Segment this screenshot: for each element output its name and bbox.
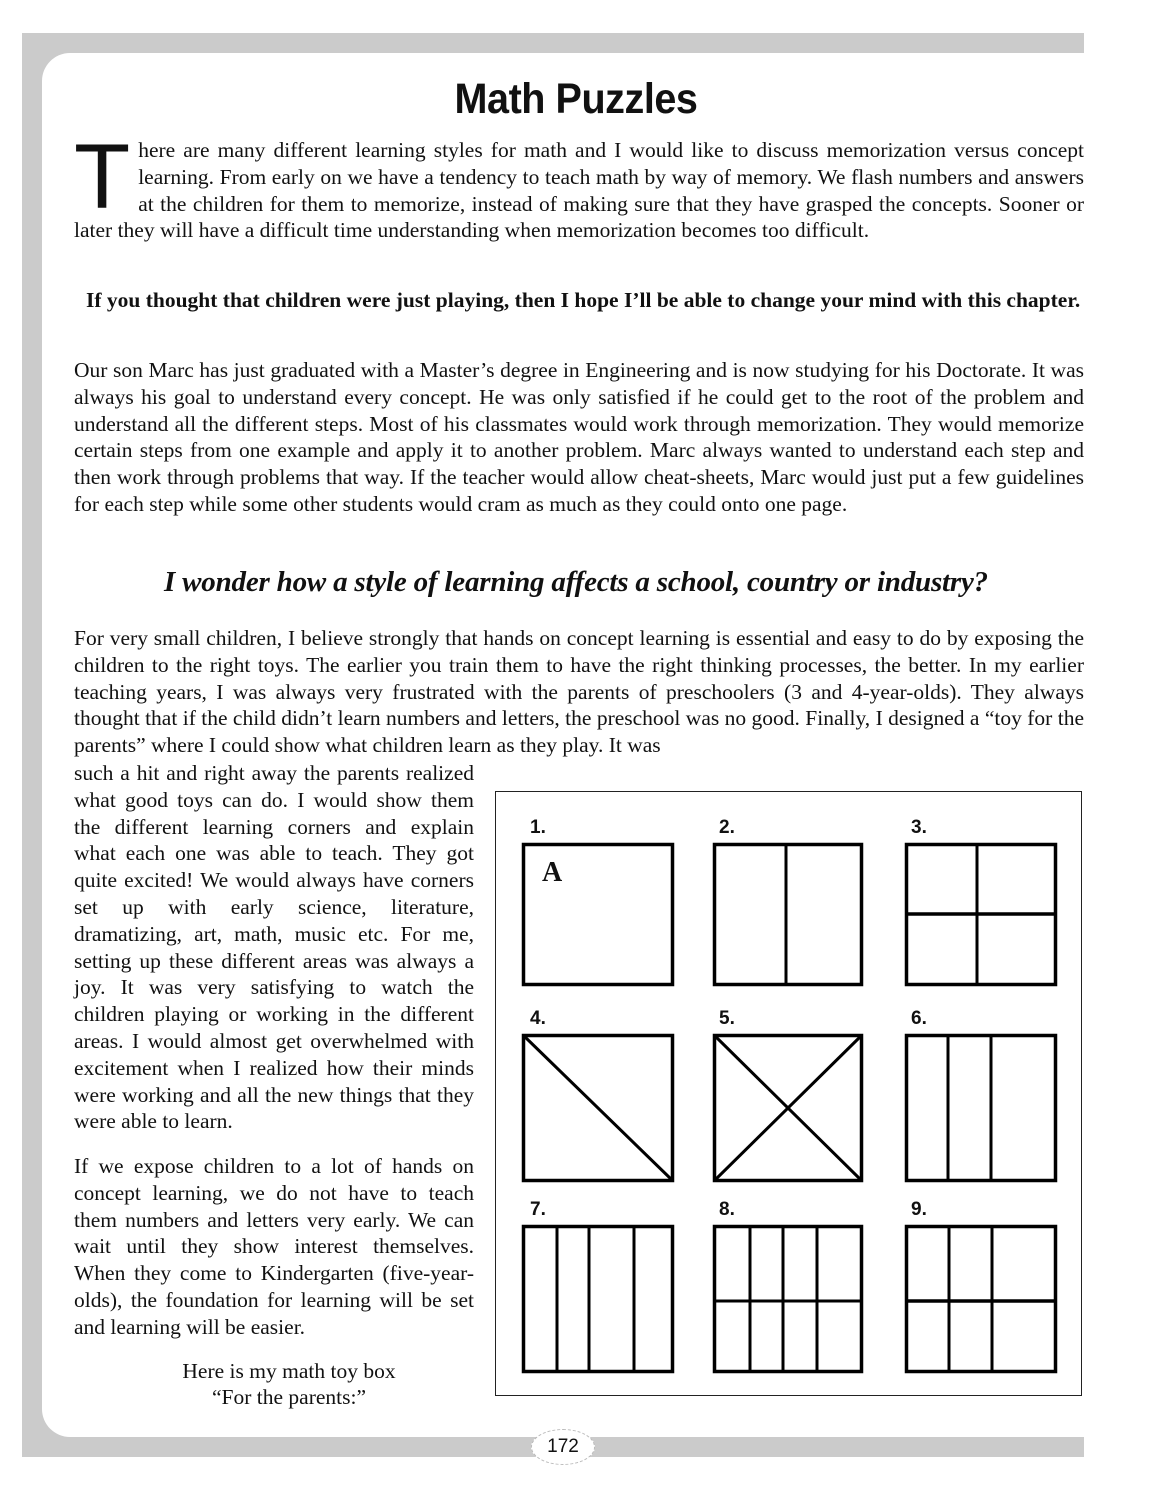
puzzle-label: 6. (911, 1008, 927, 1029)
intro-text: here are many different learning styles for math and I would like to discuss memorization versus concept learning. From early on we have a tendency to teach math by way of memory. We flash numbers and answers at the children for them to memorize, instead of making sure that they have grasped the concepts. Sooner or later they will have a difficult time understanding when memorization becomes too difficult. (74, 138, 1084, 243)
figure-caption (74, 1358, 474, 1410)
drop-cap: T (74, 126, 131, 228)
small-children-paragraph: For very small children, I believe strongly that hands on concept learning is essential and easy to do by exposing the children to the right toys. The earlier you train them to have the right thinking processes, the better. In my earlier teaching years, I was always very frustrated with the parents of preschoolers (3 and 4-year-olds). They always thought that if the child didn’t learn numbers and letters, the preschool was no good. Finally, I designed a “toy for the parents” where I could show what children learn as they play. It was (74, 626, 1084, 758)
puzzle-label: 4. (530, 1008, 546, 1029)
left-column-paragraph-2: If we expose children to a lot of hands on concept learning, we do not have to teach them numbers and letters very early. We can wait until they show interest themselves. When they come to Kindergarten (five-year-olds), the foundation for learning will be set and learning will be easier. (74, 1154, 474, 1339)
puzzle-shape-four-strips (522, 1225, 674, 1373)
puzzle-shape-diagonal (522, 1034, 674, 1182)
puzzle-label: 8. (719, 1199, 735, 1220)
puzzle-shape-x-diagonals (713, 1034, 863, 1182)
puzzle-label: 7. (530, 1199, 546, 1220)
page-number: 172 (531, 1429, 595, 1465)
puzzle-label: 5. (719, 1008, 735, 1029)
letter-a-mark: A (542, 857, 563, 888)
puzzle-label: 2. (719, 817, 735, 838)
caption-line-1: Here is my math toy box (182, 1359, 396, 1383)
page-frame-top (22, 33, 1084, 53)
puzzle-label: 9. (911, 1199, 927, 1220)
page-title: Math Puzzles (454, 75, 698, 123)
puzzle-shape-eighths (713, 1225, 863, 1373)
puzzle-shape-thirds (905, 1034, 1057, 1182)
bold-callout: If you thought that children were just playing, then I hope I’ll be able to change your mind with this chapter. (86, 288, 1081, 312)
puzzle-shape-sixths (905, 1225, 1057, 1373)
marc-paragraph: Our son Marc has just graduated with a Master’s degree in Engineering and is now studying for his Doctorate. It was always his goal to understand every concept. He was only satisfied if he could get to the root of the problem and understand all the different steps. Most of his classmates would work through memorization. They would memorize certain steps from one example and apply it to another problem. Marc always wanted to understand each step and then work through problems that way. If the teacher would allow cheat-sheets, Marc would just put a few guidelines for each step while some other students would cram as much as they could onto one page. (74, 358, 1084, 516)
puzzle-shape-quarters (905, 843, 1057, 987)
section-subheading: I wonder how a style of learning affects a school, country or industry? (164, 566, 988, 598)
page-frame-corner-bottom (42, 1407, 72, 1437)
puzzle-shape-halves (713, 843, 863, 987)
puzzle-label: 3. (911, 817, 927, 838)
left-column-paragraph-1: such a hit and right away the parents realized what good toys can do. I would show them the different learning corners and explain what each one was able to teach. They got quite excited! We would always have corners set up with early science, literature, dramatizing, art, math, music etc. For me, setting up these different areas was always a joy. It was very satisfying to watch the children playing or working in the different areas. I would almost get overwhelmed with excitement when I realized how their minds were working and all the new things that they were able to learn. (74, 761, 474, 1134)
puzzle-label: 1. (530, 817, 546, 838)
caption-line-2: “For the parents:” (211, 1385, 367, 1409)
intro-paragraph (74, 126, 1084, 244)
page-frame-left (22, 33, 42, 1457)
